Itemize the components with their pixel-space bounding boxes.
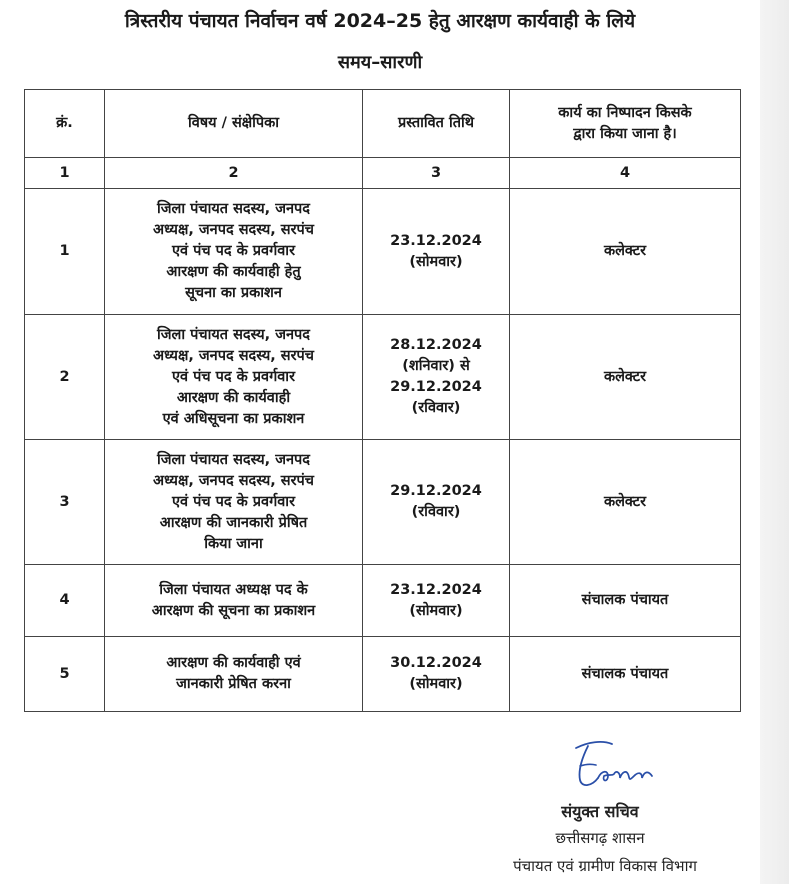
signature xyxy=(568,738,660,792)
date-line: (रविवार) xyxy=(411,400,461,416)
row-serial: 3 xyxy=(25,440,105,565)
row-date xyxy=(363,315,510,440)
table-row xyxy=(25,315,741,440)
subject-line: सूचना का प्रकाशन xyxy=(185,285,282,301)
subject-line: आरक्षण की सूचना का प्रकाशन xyxy=(151,602,316,619)
subject-line: जिला पंचायत सदस्य, जनपद xyxy=(157,326,310,343)
row-subject xyxy=(105,315,363,440)
column-number: 2 xyxy=(105,158,363,189)
row-subject xyxy=(105,637,363,712)
row-subject xyxy=(105,565,363,637)
subject-line: जिला पंचायत अध्यक्ष पद के xyxy=(159,581,308,598)
row-executed-by: कलेक्टर xyxy=(510,189,741,315)
column-number: 1 xyxy=(25,158,105,189)
row-executed-by: संचालक पंचायत xyxy=(510,565,741,637)
signatory-designation: संयुक्त सचिव xyxy=(561,802,639,821)
subject-line: जिला पंचायत सदस्य, जनपद xyxy=(157,201,310,217)
subject-line: आरक्षण की जानकारी प्रेषित xyxy=(159,514,308,531)
row-executed-by: संचालक पंचायत xyxy=(510,637,741,712)
subject-line: एवं अधिसूचना का प्रकाशन xyxy=(162,410,305,427)
date-line: 28.12.2024 xyxy=(390,337,482,353)
signatory-government: छत्तीसगढ़ शासन xyxy=(555,829,645,847)
signatory-department: पंचायत एवं ग्रामीण विकास विभाग xyxy=(513,857,697,875)
subject-line: एवं पंच पद के प्रवर्गवार xyxy=(171,368,295,385)
subject-line: जानकारी प्रेषित करना xyxy=(176,676,291,692)
header-executed-by-line1: कार्य का निष्पादन किसके xyxy=(558,104,692,121)
row-date xyxy=(363,440,510,565)
table-header-row xyxy=(25,90,741,158)
row-date xyxy=(363,637,510,712)
table-row xyxy=(25,189,741,315)
date-line: (रविवार) xyxy=(411,504,461,520)
row-serial: 5 xyxy=(25,637,105,712)
row-subject xyxy=(105,189,363,315)
header-subject: विषय / संक्षेपिका xyxy=(105,90,363,158)
row-serial: 4 xyxy=(25,565,105,637)
row-subject xyxy=(105,440,363,565)
subject-line: जिला पंचायत सदस्य, जनपद xyxy=(157,451,310,468)
subject-line: किया जाना xyxy=(204,535,263,552)
column-number: 3 xyxy=(363,158,510,189)
date-line: 29.12.2024 xyxy=(390,379,482,395)
header-date: प्रस्तावित तिथि xyxy=(363,90,510,158)
date-line: (सोमवार) xyxy=(409,676,463,692)
date-line: 29.12.2024 xyxy=(390,483,482,499)
date-line: 23.12.2024 xyxy=(390,232,482,249)
subject-line: आरक्षण की कार्यवाही xyxy=(176,389,291,406)
date-line: 23.12.2024 xyxy=(390,581,482,598)
row-serial: 1 xyxy=(25,189,105,315)
header-executed-by-line2: द्वारा किया जाना है। xyxy=(573,125,677,142)
date-line: (सोमवार) xyxy=(409,253,463,270)
row-date xyxy=(363,565,510,637)
subject-line: आरक्षण की कार्यवाही हेतु xyxy=(166,264,301,280)
row-executed-by: कलेक्टर xyxy=(510,315,741,440)
column-number: 4 xyxy=(510,158,741,189)
subject-line: अध्यक्ष, जनपद सदस्य, सरपंच xyxy=(153,347,314,364)
subject-line: एवं पंच पद के प्रवर्गवार xyxy=(171,243,295,259)
date-line: 30.12.2024 xyxy=(390,655,482,671)
document-subtitle: समय–सारणी xyxy=(337,52,423,73)
table-row xyxy=(25,637,741,712)
date-line: (शनिवार) से xyxy=(402,358,470,374)
schedule-table xyxy=(24,89,741,712)
column-number-row xyxy=(25,158,741,189)
header-serial: क्रं. xyxy=(25,90,105,158)
subject-line: एवं पंच पद के प्रवर्गवार xyxy=(171,493,295,510)
subject-line: अध्यक्ष, जनपद सदस्य, सरपंच xyxy=(153,222,314,238)
table-row xyxy=(25,565,741,637)
header-executed-by xyxy=(510,90,741,158)
subject-line: आरक्षण की कार्यवाही एवं xyxy=(166,655,301,671)
row-executed-by: कलेक्टर xyxy=(510,440,741,565)
page-edge xyxy=(760,0,789,884)
document-title: त्रिस्तरीय पंचायत निर्वाचन वर्ष 2024–25 हेतु आरक्षण कार्यवाही के लिये xyxy=(124,10,636,32)
table-row xyxy=(25,440,741,565)
date-line: (सोमवार) xyxy=(409,602,463,619)
subject-line: अध्यक्ष, जनपद सदस्य, सरपंच xyxy=(153,472,314,489)
row-date xyxy=(363,189,510,315)
row-serial: 2 xyxy=(25,315,105,440)
